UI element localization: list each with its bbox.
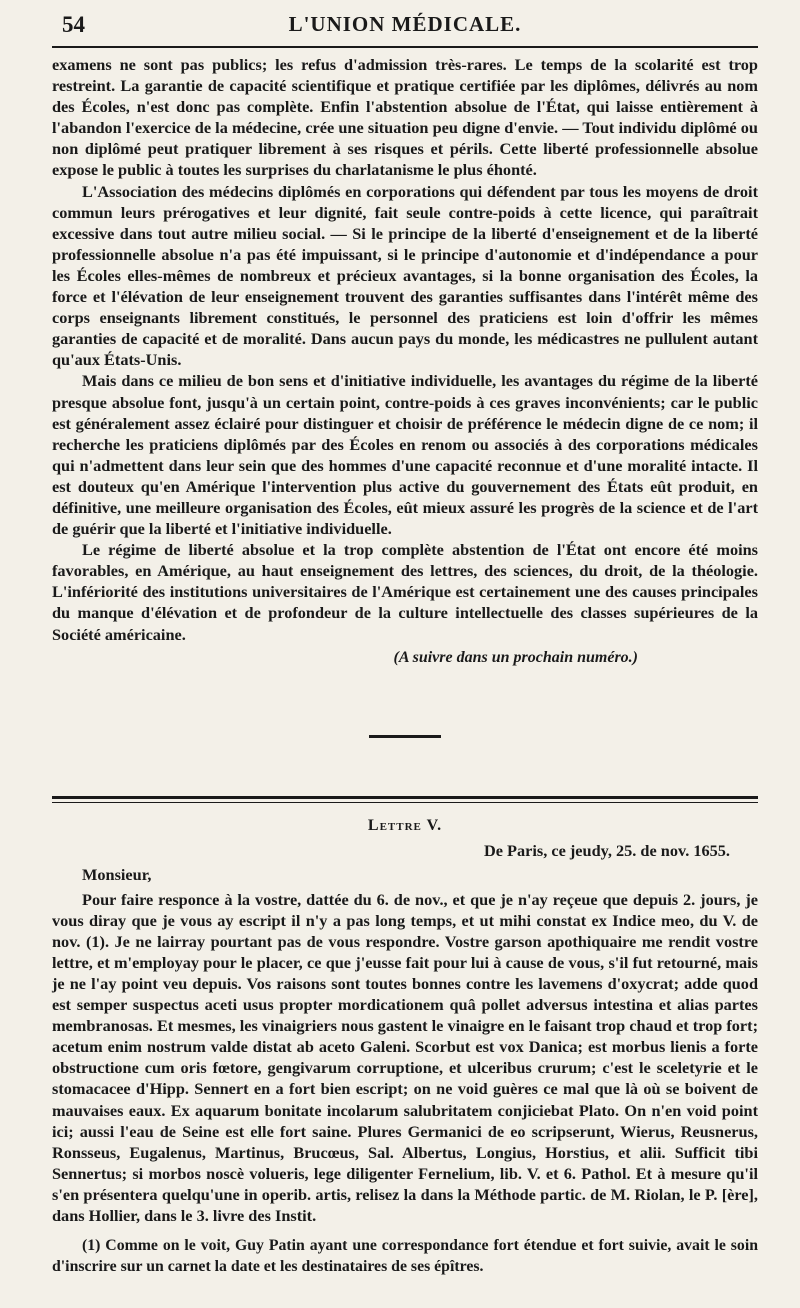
to-be-continued: (A suivre dans un prochain numéro.) [393,648,638,666]
letter-title: Lettre V. [367,816,443,834]
footnote-text: (1) Comme on le voit, Guy Patin ayant une correspondance fort étendue et fort suivie, avait le soin d'inscrire sur un carnet la date et les destinataires de ses épîtres. [52,1237,758,1275]
article-paragraph-4: Le régime de liberté absolue et la trop complète abstention de l'État ont encore été moins favorables, en Amérique, au haut enseignement des lettres, des sciences, du droit, de la théologie. L'infériorité des institutions universitaires de l'Amérique est certainement une des causes principales du manque d'élévation et de profondeur de la culture intellectuelle des classes supérieures de la Société américaine. [52,540,758,644]
letter-salutation: Monsieur, [82,864,152,884]
section-separator [369,735,441,738]
page-number: 54 [62,12,85,37]
double-rule [52,796,758,803]
header-rule [52,46,758,48]
letter-dateline: De Paris, ce jeudy, 25. de nov. 1655. [483,840,730,860]
journal-title: L'UNION MÉDICALE. [288,12,522,36]
article-paragraph-2: L'Association des médecins diplômés en corporations qui défendent par tous les moyens de droit commun leurs prérogatives et leur dignité, fait seule contre-poids à cette licence, qui paraîtrait excessive dans tout autre milieu social. — Si le principe de la liberté d'enseignement et de la liberté professionnelle absolue n'a pas été impuissant, si le principe d'autonomie et d'indépendance a pour les Écoles elles-mêmes de nombreux et précieux avantages, si la bonne organisation des Écoles, la force et l'élévation de leur enseignement trouvent des garanties suffisantes dans l'intérêt même des corps enseignants librement constitués, le personnel des praticiens est loin d'offrir les mêmes garanties de capacité et de moralité. Dans aucun pays du monde, les médicastres ne pullulent autant qu'aux États-Unis. [52,181,758,370]
article-paragraph-1: examens ne sont pas publics; les refus d'admission très-rares. Le temps de la scolarité est trop restreint. La garantie de capacité scientifique et pratique certifiée par les diplômes, délivrés au nom des Écoles, n'est donc pas complète. Enfin l'abstention absolue de l'État, qui laisse entièrement à l'abandon l'exercice de la médecine, crée une situation peu digne d'envie. — Tout individu diplômé ou non diplômé peut pratiquer librement à ses risques et périls. Cette liberté professionnelle absolue expose le public à toutes les surprises du charlatanisme le plus éhonté. [52,55,758,180]
letter-body: Pour faire responce à la vostre, dattée du 6. de nov., et que je n'ay reçeue que depuis 2. jours, je vous diray que je vous ay escript il n'y a pas long temps, et ut mihi constat ex Indice meo, du V. de nov. (1). Je ne lairray pourtant pas de vous respondre. Vostre garson apothiquaire me rendit vostre lettre, et m'employay pour le placer, ce que j'eusse fait pour lui à cause de vous, s'il fut retourné, mais je ne l'ay point veu depuis. Vos raisons sont toutes bonnes contre les lavemens d'oxycrat; adde quod est semper suspectus aceti usus propter mordicationem quâ pollet adversus intestina et alias partes membranosas. Et mesmes, les vinaigriers nous gastent le vinaigre en le faisant trop chaud et trop fort; acetum enim nostrum valde distat ab aceto Galeni. Scorbut est vox Danica; est morbus lienis a forte obstructione cum oris fœtore, gengivarum corruptione, et ulceribus crurum; c'est le sceletyrie et le stomacacee d'Hipp. Sennert en a fort bien escript; on ne void guères ce mal que là où se boivent de mauvaises eaux. Ex aquarum bonitate incolarum salubritatem conjiciebat Plato. On n'en void point ici; aussi l'eau de Seine est elle fort saine. Plures Germanici de eo scripserunt, Wierus, Reusnerus, Ronsseus, Eugalenus, Martinus, Brucœus, Sal. Albertus, Longius, Horstius, et alii. Sufficit tibi Sennertus; si morbos noscè volueris, lege diligenter Fernelium, lib. V. et 6. Pathol. Et à mesure qu'il s'en présentera quelqu'une in operib. artis, relisez la dans la Méthode partic. de M. Riolan, le P. [ère], dans Hollier, dans le 3. livre des Instit. [52,889,758,1226]
footnote [52,1236,758,1277]
article-paragraph-3: Mais dans ce milieu de bon sens et d'initiative individuelle, les avantages du régime de la liberté presque absolue font, jusqu'à un certain point, contre-poids à ces graves inconvénients; car le public est généralement assez éclairé pour distinguer et choisir de préférence le médecin digne de ce nom; il recherche les praticiens diplômés par des Écoles en renom ou associés à des corporations médicales qui n'admettent dans leur sein que des hommes d'une capacité reconnue et d'une moralité intacte. Il est douteux qu'en Amérique l'intervention plus active du gouvernement des États eût produit, en définitive, une meilleure organisation des Écoles, eût mieux assuré les progrès de la science et de l'art de guérir que la liberté et l'initiative individuelle. [52,371,758,539]
page-header [52,0,758,46]
